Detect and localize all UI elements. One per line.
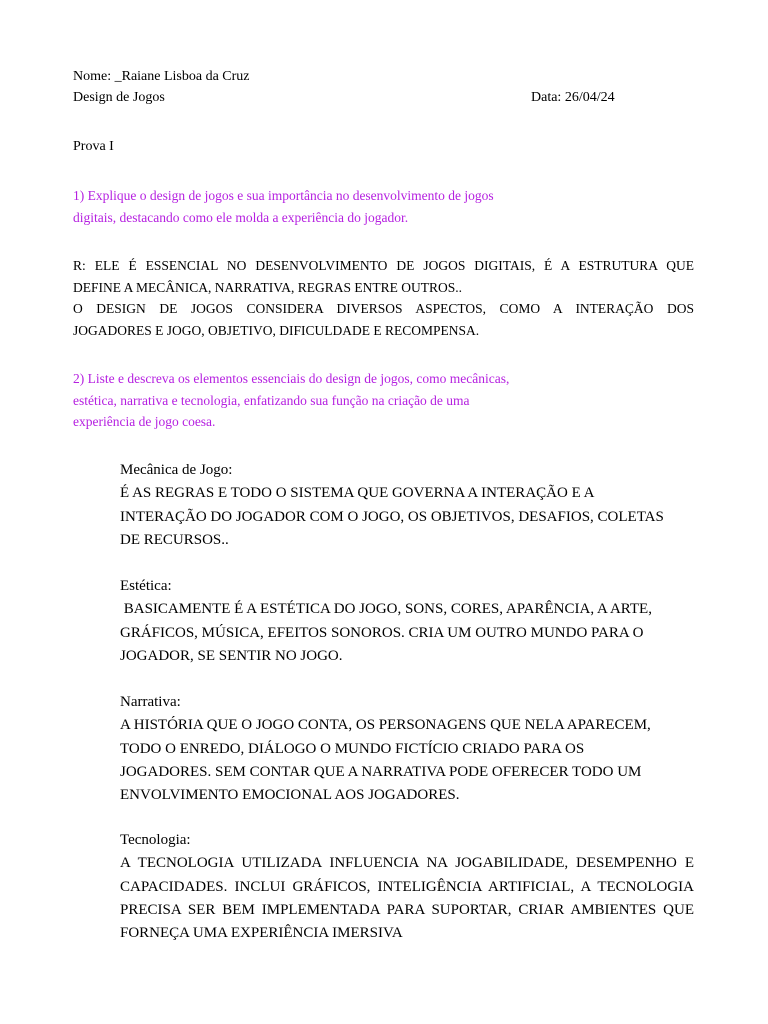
section-label: Narrativa: <box>120 694 181 710</box>
question-2 <box>73 368 509 433</box>
section-line: BASICAMENTE É A ESTÉTICA DO JOGO, SONS, CORES, APARÊNCIA, A ARTE, <box>120 601 652 618</box>
question-1 <box>73 185 494 228</box>
answer-1-line: R: ELE É ESSENCIAL NO DESENVOLVIMENTO DE JOGOS DIGITAIS, É A ESTRUTURA QUE <box>73 258 694 273</box>
section-line: GRÁFICOS, MÚSICA, EFEITOS SONOROS. CRIA UM OUTRO MUNDO PARA O <box>120 624 644 641</box>
student-name: Nome: _Raiane Lisboa da Cruz <box>73 69 250 84</box>
question-2-line: experiência de jogo coesa. <box>73 414 216 429</box>
section-line: INTERAÇÃO DO JOGADOR COM O JOGO, OS OBJETIVOS, DESAFIOS, COLETAS <box>120 508 664 525</box>
exam-date: Data: 26/04/24 <box>531 90 615 105</box>
section-line: ENVOLVIMENTO EMOCIONAL AOS JOGADORES. <box>120 787 460 804</box>
section-estetica <box>120 575 694 668</box>
section-label: Tecnologia: <box>120 832 191 848</box>
section-line: DE RECURSOS.. <box>120 531 229 548</box>
question-1-line: digitais, destacando como ele molda a experiência do jogador. <box>73 209 409 225</box>
section-line: CAPACIDADES. INCLUI GRÁFICOS, INTELIGÊNCIA ARTIFICIAL, A TECNOLOGIA <box>120 878 694 895</box>
exam-title: Prova I <box>73 139 114 154</box>
section-line: É AS REGRAS E TODO O SISTEMA QUE GOVERNA A INTERAÇÃO E A <box>120 485 595 502</box>
section-line: A TECNOLOGIA UTILIZADA INFLUENCIA NA JOGABILIDADE, DESEMPENHO E <box>120 855 694 872</box>
answer-1-line: O DESIGN DE JOGOS CONSIDERA DIVERSOS ASPECTOS, COMO A INTERAÇÃO DOS <box>73 301 694 316</box>
question-1-line: 1) Explique o design de jogos e sua importância no desenvolvimento de jogos <box>73 188 494 203</box>
answer-1-line: DEFINE A MECÂNICA, NARRATIVA, REGRAS ENTRE OUTROS.. <box>73 279 463 295</box>
section-line: FORNEÇA UMA EXPERIÊNCIA IMERSIVA <box>120 925 403 942</box>
section-line: JOGADORES. SEM CONTAR QUE A NARRATIVA PODE OFERECER TODO UM <box>120 763 642 780</box>
answer-1 <box>73 255 694 341</box>
section-line: JOGADOR, SE SENTIR NO JOGO. <box>120 647 343 664</box>
section-narrativa <box>120 691 694 807</box>
section-label: Mecânica de Jogo: <box>120 462 233 478</box>
answer-1-line: JOGADORES E JOGO, OBJETIVO, DIFICULDADE E RECOMPENSA. <box>73 322 480 338</box>
section-line: A HISTÓRIA QUE O JOGO CONTA, OS PERSONAGENS QUE NELA APARECEM, <box>120 717 651 734</box>
course-name: Design de Jogos <box>73 90 165 105</box>
question-2-line: estética, narrativa e tecnologia, enfatizando sua função na criação de uma <box>73 392 470 408</box>
question-2-line: 2) Liste e descreva os elementos essenciais do design de jogos, como mecânicas, <box>73 371 510 386</box>
section-line: TODO O ENREDO, DIÁLOGO O MUNDO FICTÍCIO CRIADO PARA OS <box>120 740 585 757</box>
section-label: Estética: <box>120 578 172 594</box>
section-line: PRECISA SER BEM IMPLEMENTADA PARA SUPORTAR, CRIAR AMBIENTES QUE <box>120 901 694 918</box>
section-tecnologia <box>120 829 694 945</box>
section-mecanica <box>120 459 694 552</box>
